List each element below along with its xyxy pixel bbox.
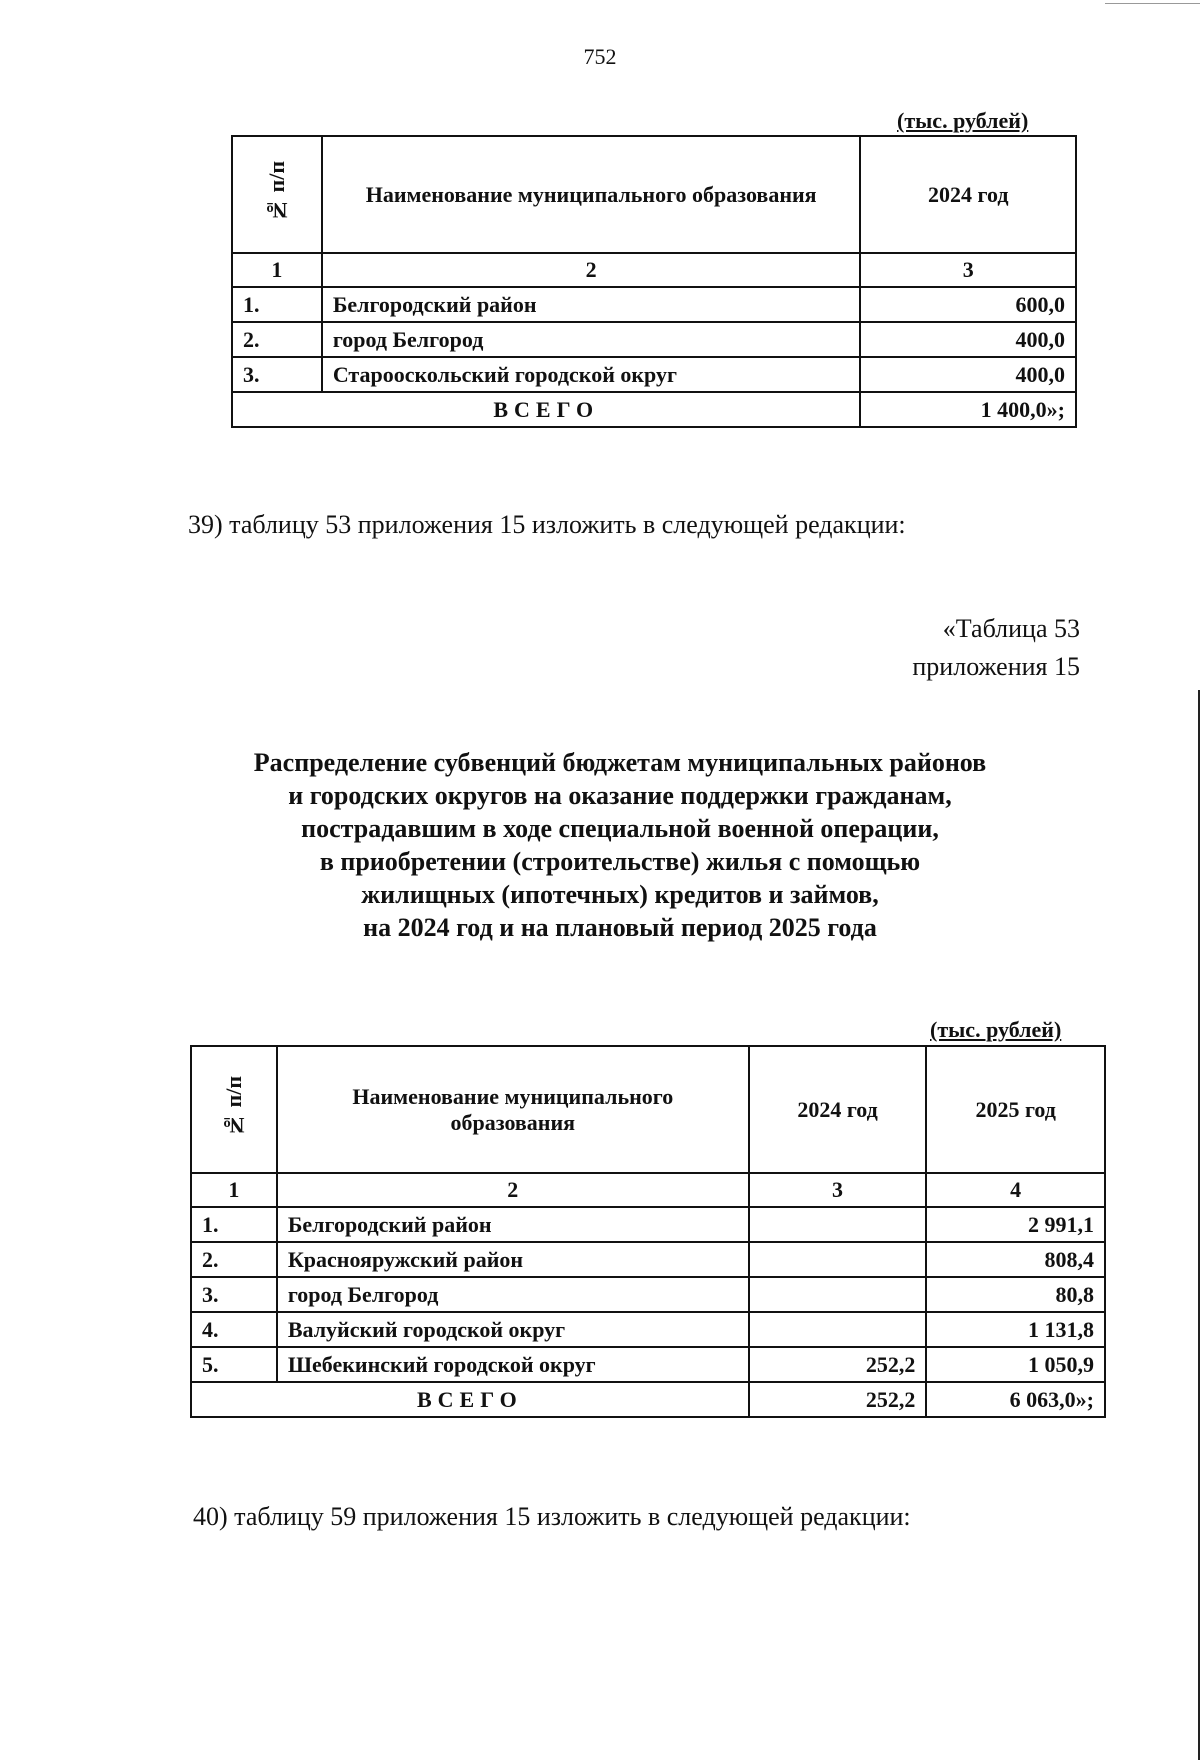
table1-header-row: [232, 136, 1076, 253]
table-row: 5. Шебекинский городской округ 252,2 1 050,9: [191, 1347, 1105, 1382]
table-row: 2. Краснояружский район 808,4: [191, 1242, 1105, 1277]
table1-total-row: [232, 392, 1076, 427]
table2-total-row: [191, 1382, 1105, 1417]
scan-edge-line: [1105, 3, 1200, 4]
table2-header-2024: 2024 год: [749, 1046, 927, 1173]
table1: [231, 135, 1077, 428]
table2-total-2025: 6 063,0»;: [926, 1382, 1105, 1417]
table2-column-numbers: 1 2 3 4: [191, 1173, 1105, 1207]
table2-header-2025: 2025 год: [926, 1046, 1105, 1173]
table1-total-label: ВСЕГО: [232, 392, 860, 427]
table-row: 3. Старооскольский городской округ 400,0: [232, 357, 1076, 392]
table-title: Распределение субвенций бюджетам муниципальных районов и городских округов на оказание поддержки гражданам, пострадавшим в ходе специальной военной операции, в приобретении (строительстве) жилья с помощью жилищных (ипотечных) кредитов и займов, на 2024 год и на плановый период 2025 года: [253, 748, 987, 942]
table1-total-2024: 1 400,0»;: [860, 392, 1076, 427]
paragraph-39: 39) таблицу 53 приложения 15 изложить в следующей редакции:: [188, 510, 906, 539]
table1-units: (тыс. рублей): [897, 108, 1029, 133]
table2-header-num: № п/п: [191, 1046, 277, 1173]
table2-total-label: ВСЕГО: [191, 1382, 749, 1417]
table2-units: (тыс. рублей): [930, 1017, 1062, 1042]
table-row: 1. Белгородский район 600,0: [232, 287, 1076, 322]
table1-header-name: Наименование муниципального образования: [322, 136, 861, 253]
table2: [190, 1045, 1106, 1418]
table1-header-2024: 2024 год: [860, 136, 1076, 253]
page-number: 752: [583, 44, 617, 69]
table-reference: «Таблица 53 приложения 15: [912, 614, 1080, 681]
table2-header-row: [191, 1046, 1105, 1173]
paragraph-40: 40) таблицу 59 приложения 15 изложить в следующей редакции:: [193, 1502, 911, 1531]
table-row: 4. Валуйский городской округ 1 131,8: [191, 1312, 1105, 1347]
table-row: 2. город Белгород 400,0: [232, 322, 1076, 357]
table-row: 3. город Белгород 80,8: [191, 1277, 1105, 1312]
table1-header-num: № п/п: [232, 136, 322, 253]
table2-total-2024: 252,2: [749, 1382, 927, 1417]
table-row: 1. Белгородский район 2 991,1: [191, 1207, 1105, 1242]
table2-header-name: Наименование муниципального образования: [277, 1046, 749, 1173]
table1-column-numbers: 1 2 3: [232, 253, 1076, 287]
